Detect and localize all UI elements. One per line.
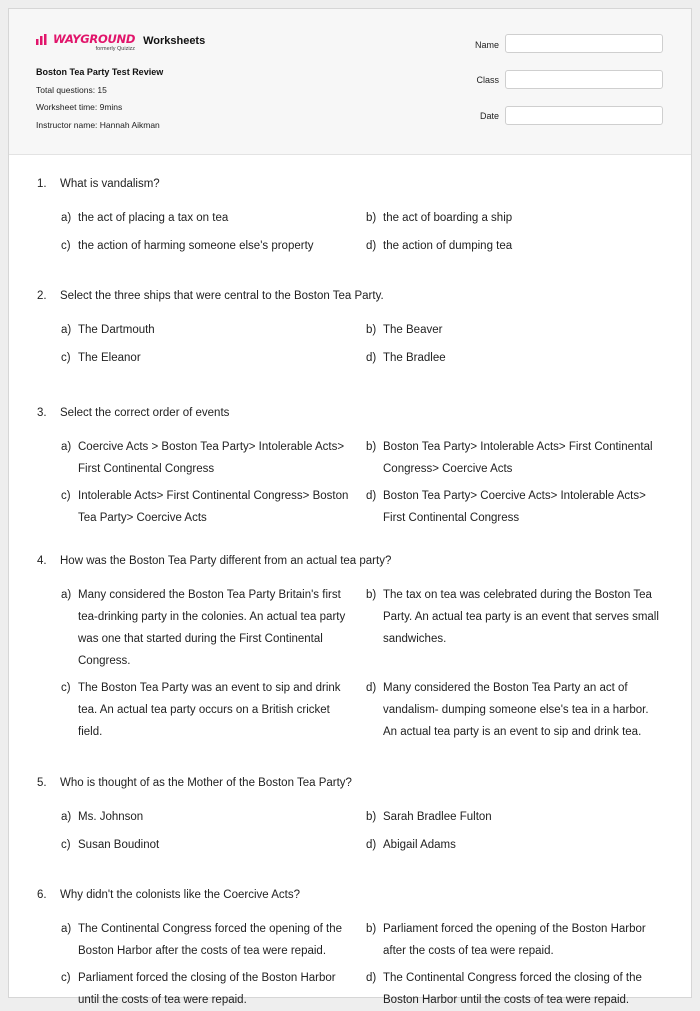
worksheet-header bbox=[9, 9, 691, 155]
question-text: Why didn't the colonists like the Coercive Acts? bbox=[60, 889, 300, 901]
class-field[interactable] bbox=[505, 70, 663, 89]
question-text: How was the Boston Tea Party different from an actual tea party? bbox=[60, 555, 392, 567]
name-field[interactable] bbox=[505, 34, 663, 53]
question-text: Who is thought of as the Mother of the Boston Tea Party? bbox=[60, 777, 352, 789]
worksheet-time: Worksheet time: 9mins bbox=[36, 102, 123, 112]
question-text: Select the correct order of events bbox=[60, 407, 230, 419]
brand-label: Worksheets bbox=[143, 35, 206, 47]
date-label: Date bbox=[479, 111, 499, 121]
question-number: 5. bbox=[37, 777, 47, 789]
instructor-name: Instructor name: Hannah Aikman bbox=[36, 120, 160, 130]
logo-mark-icon bbox=[36, 34, 50, 45]
question-text: Select the three ships that were central to the Boston Tea Party. bbox=[60, 290, 384, 302]
question-text: What is vandalism? bbox=[60, 178, 160, 190]
question-number: 6. bbox=[37, 889, 47, 901]
question-number: 4. bbox=[37, 555, 47, 567]
worksheet-page: WAYGROUND formerly Quizizz Worksheets Boston Tea Party Test Review Total questions: 15 Worksheet time: 9mins Instructor name: Hannah Aikman Name Class Date 1. What is vandalism? a) the act of placing a tax on tea b) the act of boarding a ship c) the action of harming someone else's property d) the action of dumping tea 2. Select the three ships that were central to the Boston Tea Party. a) The Dartmouth b) The Beaver c) The Eleanor d) The Bradlee 3. Select the correct order of events a) Coercive Acts > Boston Tea Party> Intolerable Acts> First Continental Congress b) Boston Tea Party> Intolerable Acts> First Continental Congress> Coercive Acts c) Intolerable Acts> First Continental Congress> Boston Tea Party> Coercive Acts d) Boston Tea Party> Coercive Acts> Intolerable Acts> First Continental Congress 4. How was the Boston Tea Party different from an actual tea party? a) Many considered the Boston Tea Party Britain's first tea-drinking party in the colonies. An actual tea party was one that started during the First Continental Congress. b) The tax on tea was celebrated during the Boston Tea Party. An actual tea party is an event that serves small sandwiches. c) The Boston Tea Party was an event to sip and drink tea. An actual tea party occurs on a British cricket field. d) Many considered the Boston Tea Party an act of vandalism- dumping someone else's tea in a harbor. An actual tea party is an event to sip and drink tea. 5. Who is thought of as the Mother of the Boston Tea Party? a) Ms. Johnson b) Sarah Bradlee Fulton c) Susan Boudinot d) Abigail Adams 6. Why didn't the colonists like the Coercive Acts? a) The Continental Congress forced the opening of the Boston Harbor after the costs of tea were repaid. b) Parliament forced the opening of the Boston Harbor after the costs of tea were repaid. c) Parliament forced the closing of the Boston Harbor until the costs of tea were repaid. d) The Continental Congress forced the closing of the Boston Harbor until the costs of tea were repaid. bbox=[8, 8, 692, 998]
worksheet-title: Boston Tea Party Test Review bbox=[36, 67, 164, 77]
total-questions: Total questions: 15 bbox=[36, 85, 107, 95]
question-number: 1. bbox=[37, 178, 47, 190]
question-number: 2. bbox=[37, 290, 47, 302]
wayground-logo bbox=[36, 33, 135, 53]
logo-text: WAYGROUND bbox=[53, 32, 136, 46]
class-label: Class bbox=[476, 75, 499, 85]
brand bbox=[36, 33, 205, 53]
name-label: Name bbox=[474, 40, 499, 50]
logo-subtitle: formerly Quizizz bbox=[95, 46, 136, 52]
date-field[interactable] bbox=[505, 106, 663, 125]
question-number: 3. bbox=[37, 407, 47, 419]
